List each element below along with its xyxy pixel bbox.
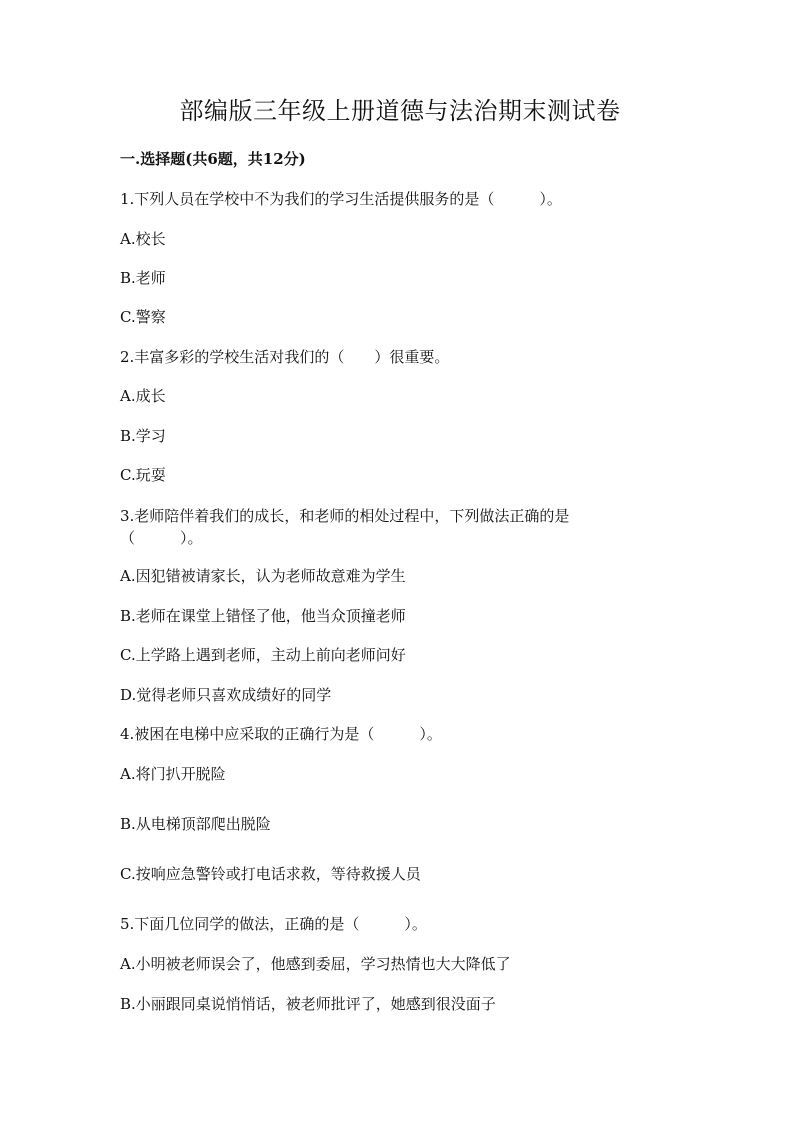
question-4-option-a: A.将门扒开脱险 bbox=[120, 765, 226, 783]
question-2-option-a: A.成长 bbox=[120, 387, 166, 405]
exam-title: 部编版三年级上册道德与法治期末测试卷 bbox=[179, 97, 621, 125]
question-4-option-b: B.从电梯顶部爬出脱险 bbox=[120, 815, 271, 833]
question-1-stem: 1.下列人员在学校中不为我们的学习生活提供服务的是（ ）。 bbox=[120, 190, 562, 208]
question-3-option-c: C.上学路上遇到老师，主动上前向老师问好 bbox=[120, 646, 406, 664]
question-3-option-a: A.因犯错被请家长，认为老师故意难为学生 bbox=[120, 567, 406, 585]
question-3-option-d: D.觉得老师只喜欢成绩好的同学 bbox=[120, 686, 332, 704]
question-5-stem: 5.下面几位同学的做法，正确的是（ ）。 bbox=[120, 915, 427, 933]
question-4-stem: 4.被困在电梯中应采取的正确行为是（ ）。 bbox=[120, 725, 442, 743]
question-3-stem: 3.老师陪伴着我们的成长，和老师的相处过程中，下列做法正确的是（ ）。 bbox=[120, 507, 570, 547]
section-heading: 一.选择题(共6题，共12分) bbox=[120, 150, 306, 168]
question-1-option-a: A.校长 bbox=[120, 230, 166, 248]
question-5-option-b: B.小丽跟同桌说悄悄话，被老师批评了，她感到很没面子 bbox=[120, 995, 496, 1013]
question-2-option-b: B.学习 bbox=[120, 427, 166, 445]
question-3-option-b: B.老师在课堂上错怪了他，他当众顶撞老师 bbox=[120, 607, 406, 625]
question-4-option-c: C.按响应急警铃或打电话求救，等待救援人员 bbox=[120, 865, 421, 883]
question-2-stem: 2.丰富多彩的学校生活对我们的（ ）很重要。 bbox=[120, 348, 450, 366]
question-2-option-c: C.玩耍 bbox=[120, 466, 166, 484]
question-1-option-c: C.警察 bbox=[120, 308, 166, 326]
question-5-option-a: A.小明被老师误会了，他感到委屈，学习热情也大大降低了 bbox=[120, 955, 511, 973]
question-1-option-b: B.老师 bbox=[120, 269, 166, 287]
